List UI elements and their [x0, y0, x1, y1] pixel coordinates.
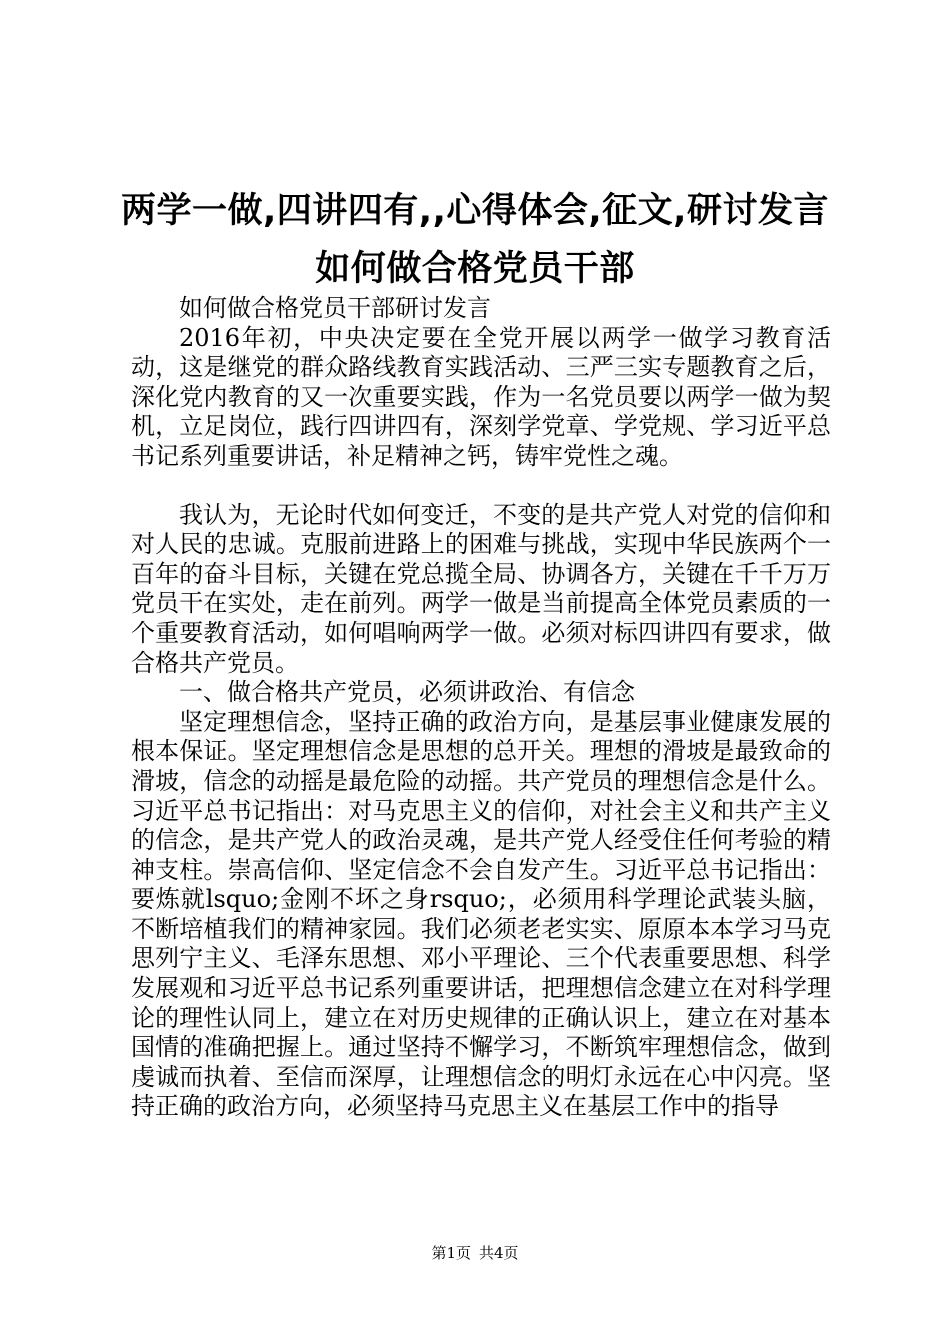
body-paragraph: 2016年初，中央决定要在全党开展以两学一做学习教育活动，这是继党的群众路线教育实践活动、三严三实专题教育之后，深化党内教育的又一次重要实践，作为一名党员要以两学一做为契机，立足岗位，践行四讲四有，深刻学党章、学党规、学习近平总书记系列重要讲话，补足精神之钙，铸牢党性之魂。	[131, 323, 831, 470]
section-heading: 一、做合格共产党员，必须讲政治、有信念	[179, 678, 635, 707]
subtitle-paragraph: 如何做合格党员干部研讨发言	[179, 294, 491, 322]
body-paragraph: 我认为，无论时代如何变迁，不变的是共产党人对党的信仰和对人民的忠诚。克服前进路上的困难与挑战，实现中华民族两个一百年的奋斗目标，关键在党总揽全局、协调各方，关键在千千万万党员干在实处，走在前列。两学一做是当前提高全体党员素质的一个重要教育活动，如何唱响两学一做。必须对标四讲四有要求，做合格共产党员。	[131, 500, 831, 677]
page-footer	[0, 1243, 950, 1263]
page-number: 第1页	[431, 1244, 471, 1262]
body-paragraph: 坚定理想信念，坚持正确的政治方向，是基层事业健康发展的根本保证。坚定理想信念是思想的总开关。理想的滑坡是最致命的滑坡，信念的动摇是最危险的动摇。共产党员的理想信念是什么。习近平总书记指出：对马克思主义的信仰，对社会主义和共产主义的信念，是共产党人的政治灵魂，是共产党人经受住任何考验的精神支柱。崇高信仰、坚定信念不会自发产生。习近平总书记指出：要炼就lsquo;金刚不坏之身rsquo;，必须用科学理论武装头脑，不断培植我们的精神家园。我们必须老老实实、原原本本学习马克思列宁主义、毛泽东思想、邓小平理论、三个代表重要思想、科学发展观和习近平总书记系列重要讲话，把理想信念建立在对科学理论的理性认同上，建立在对历史规律的正确认识上，建立在对基本国情的准确把握上。通过坚持不懈学习，不断筑牢理想信念，做到虔诚而执着、至信而深厚，让理想信念的明灯永远在心中闪亮。坚持正确的政治方向，必须坚持马克思主义在基层工作中的指导	[131, 707, 831, 1121]
document-title: 两学一做,四讲四有,,心得体会,征文,研讨发言如何做合格党员干部	[121, 191, 829, 289]
document-body	[131, 294, 831, 1122]
page-total: 共4页	[479, 1244, 519, 1262]
